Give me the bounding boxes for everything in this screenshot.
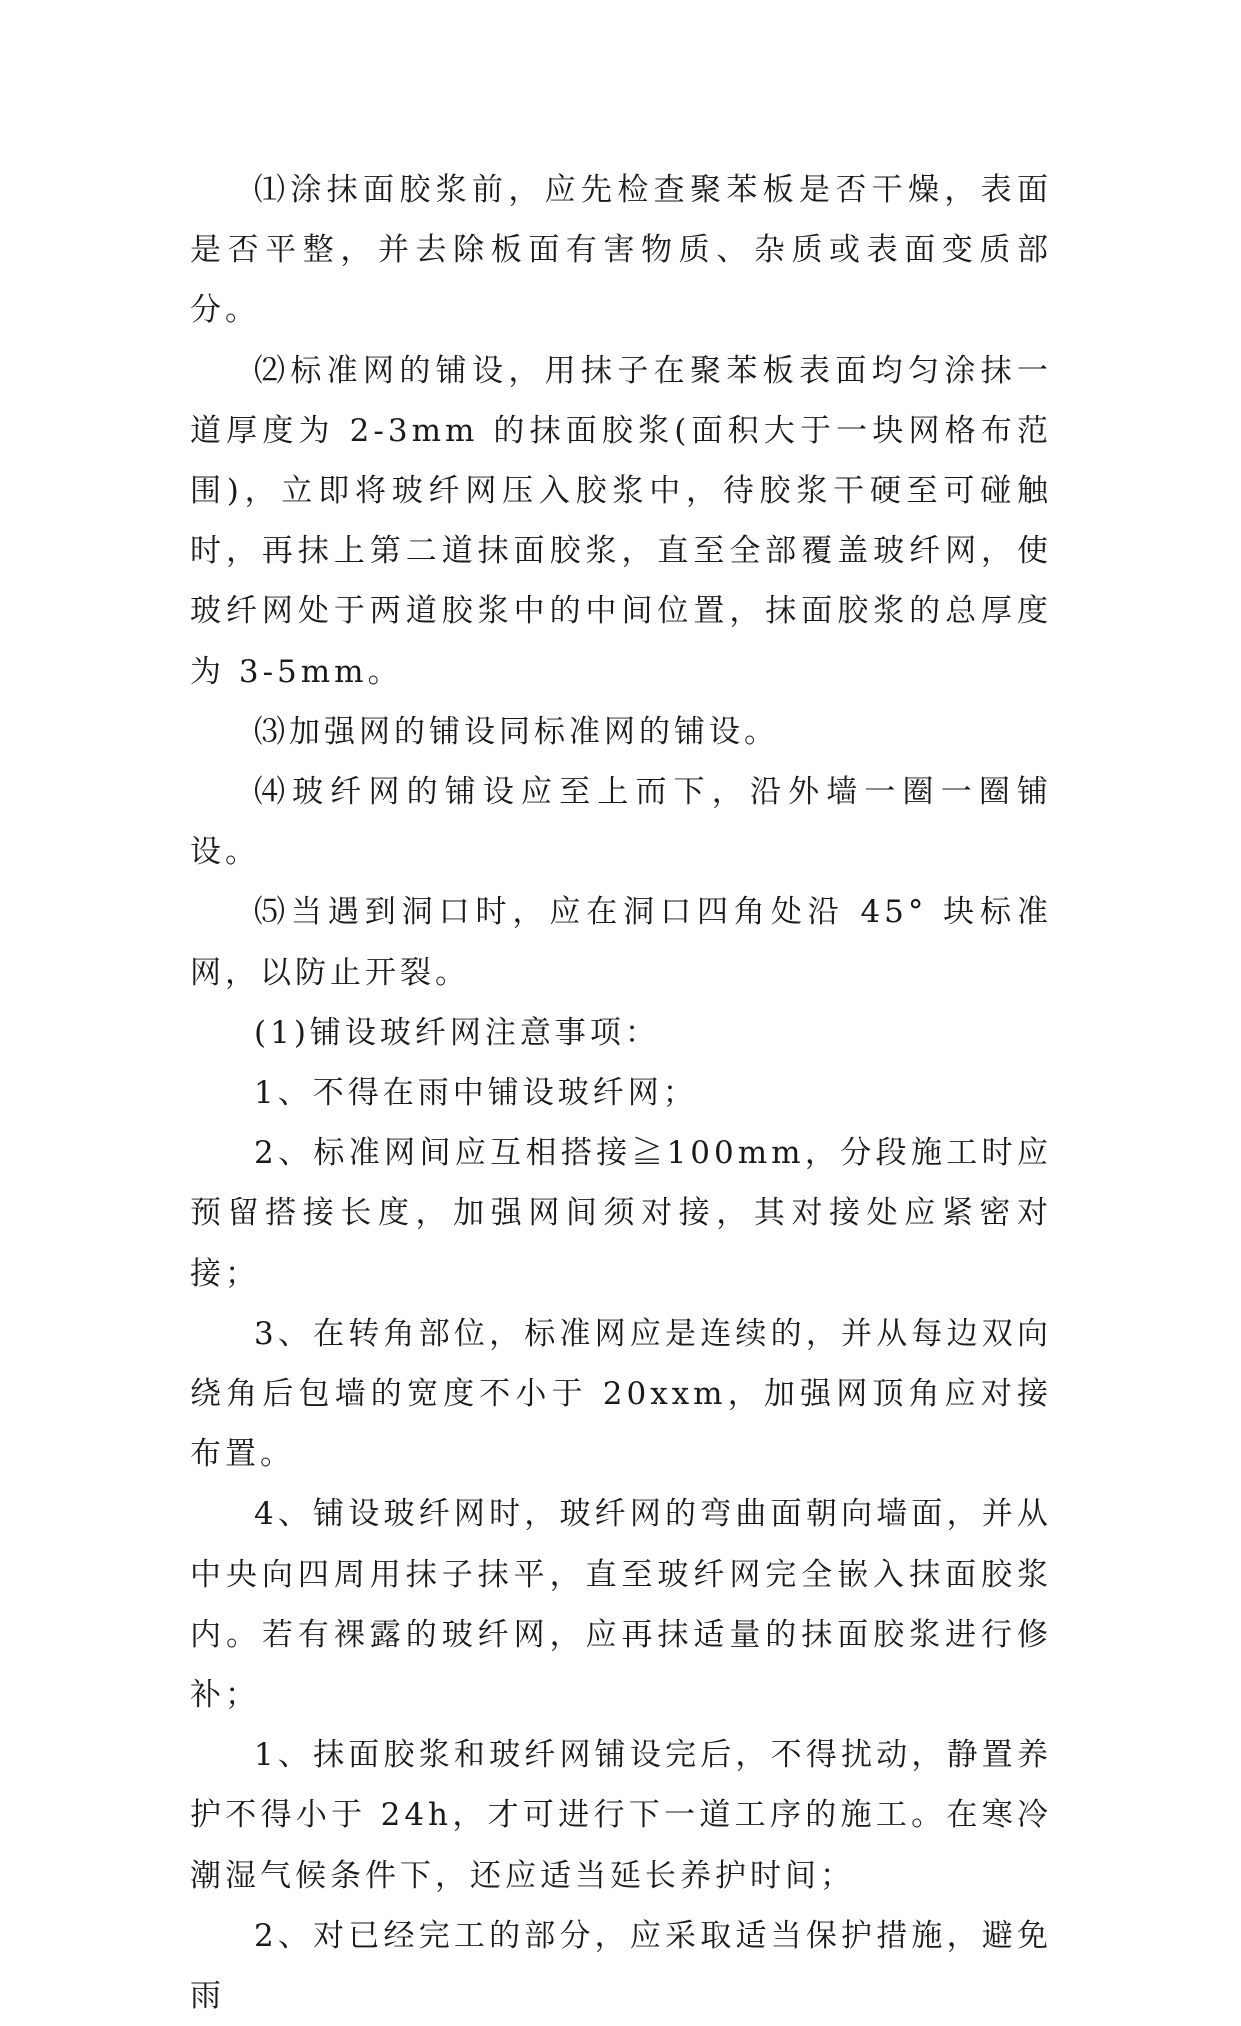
- paragraph-note-1: 1、不得在雨中铺设玻纤网；: [254, 1075, 698, 1112]
- paragraph-note-3: 3、在转角部位，标准网应是连续的，并从每边双向绕角后包墙的宽度不小于 20xxm，加强网顶角应对接布置。: [190, 1315, 1052, 1473]
- paragraph-step-5: ⑸当遇到洞口时，应在洞口四角处沿 45° 块标准网，以防止开裂。: [190, 894, 1052, 991]
- paragraph-step-1: ⑴涂抹面胶浆前，应先检查聚苯板是否干燥，表面是否平整，并去除板面有害物质、杂质或表面变质部分。: [190, 172, 1052, 329]
- paragraph-note-2: 2、标准网间应互相搭接≧100mm，分段施工时应预留搭接长度，加强网间须对接，其对接处应紧密对接；: [190, 1135, 1052, 1292]
- paragraph-step-2: ⑵标准网的铺设，用抹子在聚苯板表面均匀涂抹一道厚度为 2-3mm 的抹面胶浆(面积大于一块网格布范围)，立即将玻纤网压入胶浆中，待胶浆干硬至可碰触时，再抹上第二道抹面胶浆，直至全部覆盖玻纤网，使玻纤网处于两道胶浆中的中间位置，抹面胶浆的总厚度为 3-5mm。: [190, 352, 1052, 690]
- paragraph-step-4: ⑷玻纤网的铺设应至上而下，沿外墙一圈一圈铺设。: [190, 774, 1052, 871]
- paragraph-curing-2: 2、对已经完工的部分，应采取适当保护措施，避免雨: [190, 1917, 1052, 2015]
- body-text: [190, 160, 1052, 2026]
- paragraph-note-4: 4、铺设玻纤网时，玻纤网的弯曲面朝向墙面，并从中央向四周用抹子抹平，直至玻纤网完全嵌入抹面胶浆内。若有裸露的玻纤网，应再抹适量的抹面胶浆进行修补；: [190, 1496, 1052, 1714]
- paragraph-step-3: ⑶加强网的铺设同标准网的铺设。: [254, 713, 779, 750]
- paragraph-notes-heading: (1)铺设玻纤网注意事项：: [254, 1014, 660, 1051]
- paragraph-curing-1: 1、抹面胶浆和玻纤网铺设完后，不得扰动，静置养护不得小于 24h，才可进行下一道工序的施工。在寒冷潮湿气候条件下，还应适当延长养护时间；: [190, 1737, 1052, 1894]
